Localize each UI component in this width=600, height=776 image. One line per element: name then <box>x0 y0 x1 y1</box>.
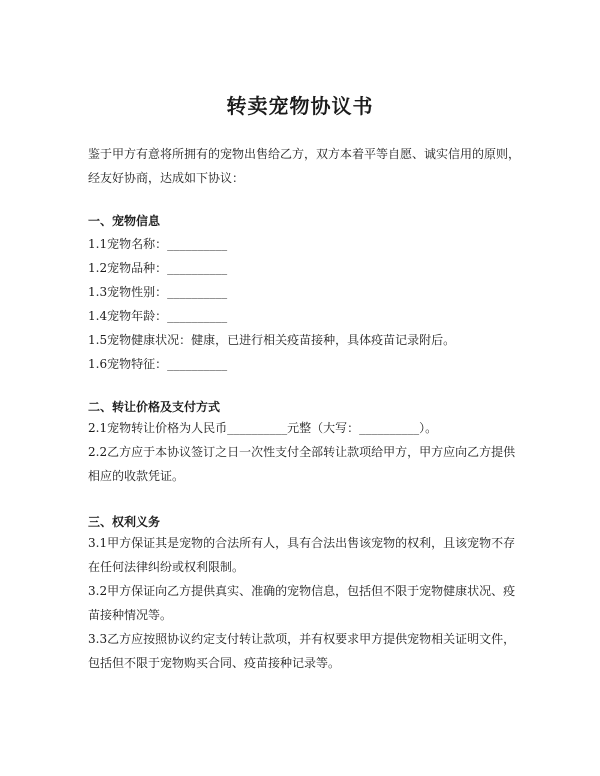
clause-line: 3.3乙方应按照协议约定支付转让款项，并有权要求甲方提供宠物相关证明文件， <box>88 632 516 646</box>
section-body-rights-obligations <box>88 531 520 675</box>
clause-line: 1.6宠物特征：__________ <box>88 357 228 371</box>
section-heading-price-payment: 二、转让价格及支付方式 <box>88 400 221 414</box>
document-title: 转卖宠物协议书 <box>226 94 374 118</box>
clause-line: 1.4宠物年龄：__________ <box>88 309 228 323</box>
clause-line: 相应的收款凭证。 <box>88 469 185 483</box>
clause-line: 3.1甲方保证其是宠物的合法所有人，具有合法出售该宠物的权利，且该宠物不存 <box>88 536 516 550</box>
section-heading-pet-info: 一、宠物信息 <box>88 214 161 228</box>
clause-line: 1.3宠物性别：__________ <box>88 285 228 299</box>
intro-line: 经友好协商，达成如下协议： <box>88 171 245 185</box>
clause-line: 2.2乙方应于本协议签订之日一次性支付全部转让款项给甲方，甲方应向乙方提供 <box>88 445 516 459</box>
clause-line: 在任何法律纠纷或权利限制。 <box>88 560 245 574</box>
intro-line: 鉴于甲方有意将所拥有的宠物出售给乙方，双方本着平等自愿、诚实信用的原则， <box>88 147 521 161</box>
section-heading-rights-obligations: 三、权利义务 <box>88 515 161 529</box>
intro-paragraph <box>88 142 520 190</box>
clause-line: 1.5宠物健康状况：健康，已进行相关疫苗接种，具体疫苗记录附后。 <box>88 333 456 347</box>
clause-line: 2.1宠物转让价格为人民币__________元整（大写：__________）。 <box>88 421 438 435</box>
section-body-price-payment <box>88 416 520 488</box>
clause-line: 1.2宠物品种：__________ <box>88 261 228 275</box>
clause-line: 1.1宠物名称：__________ <box>88 237 228 251</box>
clause-line: 苗接种情况等。 <box>88 608 173 622</box>
clause-line: 3.2甲方保证向乙方提供真实、准确的宠物信息，包括但不限于宠物健康状况、疫 <box>88 584 516 598</box>
clause-line: 包括但不限于宠物购买合同、疫苗接种记录等。 <box>88 656 341 670</box>
section-body-pet-info <box>88 232 520 376</box>
